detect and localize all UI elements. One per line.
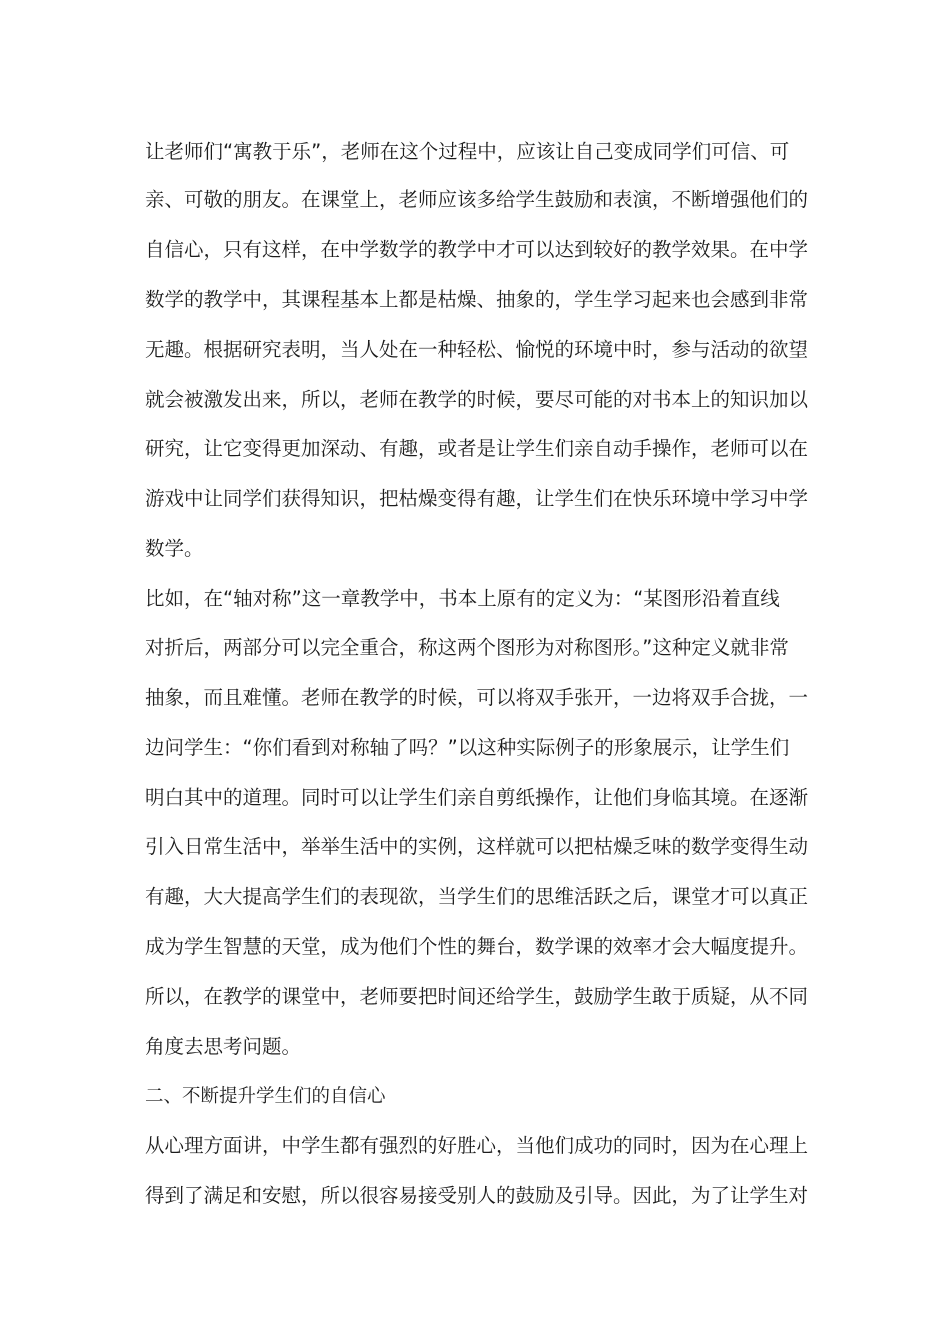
text-line: 让老师们“寓教于乐”，老师在这个过程中，应该让自己变成同学们可信、可 [145, 140, 790, 163]
text-line: 数学的教学中，其课程基本上都是枯燥、抽象的，学生学习起来也会感到非常 [145, 288, 809, 311]
text-line: 就会被激发出来，所以，老师在教学的时候，要尽可能的对书本上的知识加以 [145, 388, 809, 411]
text-line: 角度去思考问题。 [145, 1035, 302, 1058]
text-line: 数学。 [145, 537, 204, 560]
section-heading: 二、不断提升学生们的自信心 [145, 1086, 386, 1107]
text-line: 边问学生：“你们看到对称轴了吗？”以这种实际例子的形象展示，让学生们 [145, 736, 790, 759]
text-line: 自信心，只有这样，在中学数学的教学中才可以达到较好的教学效果。在中学 [145, 238, 809, 261]
text-line: 有趣，大大提高学生们的表现欲，当学生们的思维活跃之后，课堂才可以真正 [145, 885, 809, 908]
text-line: 引入日常生活中，举举生活中的实例，这样就可以把枯燥乏味的数学变得生动 [145, 835, 809, 858]
text-line: 亲、可敬的朋友。在课堂上，老师应该多给学生鼓励和表演，不断增强他们的 [145, 188, 809, 211]
text-line: 所以，在教学的课堂中，老师要把时间还给学生，鼓励学生敢于质疑，从不同 [145, 985, 809, 1008]
text-line: 得到了满足和安慰，所以很容易接受别人的鼓励及引导。因此，为了让学生对 [145, 1184, 809, 1207]
text-line: 比如，在“轴对称”这一章教学中，书本上原有的定义为：“某图形沿着直线 [145, 587, 780, 610]
text-line: 成为学生智慧的天堂，成为他们个性的舞台，数学课的效率才会大幅度提升。 [145, 935, 809, 958]
text-line: 研究，让它变得更加深动、有趣，或者是让学生们亲自动手操作，老师可以在 [145, 437, 809, 460]
text-line: 游戏中让同学们获得知识，把枯燥变得有趣，让学生们在快乐环境中学习中学 [145, 487, 809, 510]
text-line: 对折后，两部分可以完全重合，称这两个图形为对称图形。”这种定义就非常 [145, 636, 789, 659]
text-line: 从心理方面讲，中学生都有强烈的好胜心，当他们成功的同时，因为在心理上 [145, 1134, 809, 1157]
text-line: 无趣。根据研究表明，当人处在一种轻松、愉悦的环境中时，参与活动的欲望 [145, 338, 809, 361]
text-line: 抽象，而且难懂。老师在教学的时候，可以将双手张开，一边将双手合拢，一 [145, 686, 809, 709]
text-line: 明白其中的道理。同时可以让学生们亲自剪纸操作，让他们身临其境。在逐渐 [145, 786, 809, 809]
